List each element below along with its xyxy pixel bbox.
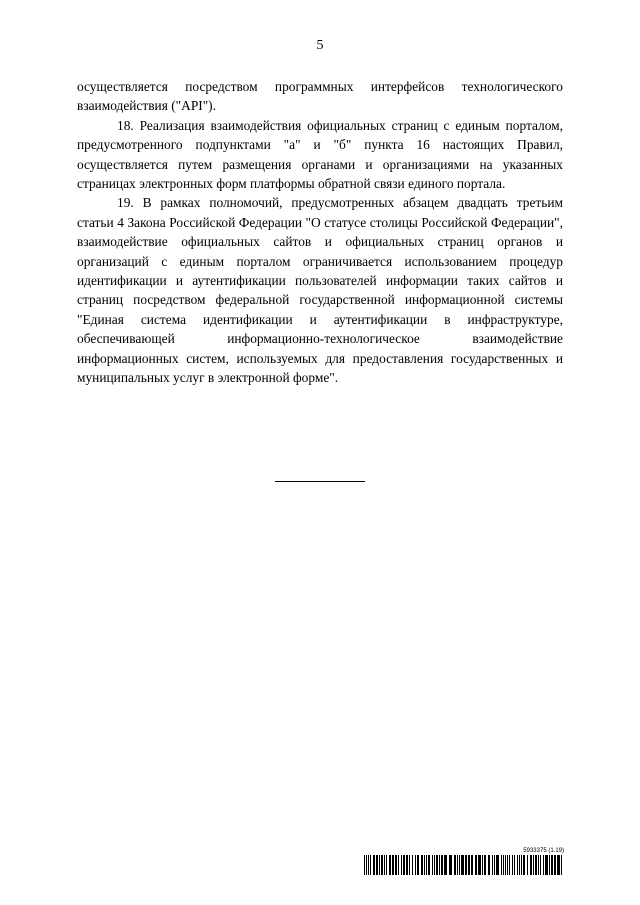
paragraph-19: 19. В рамках полномочий, предусмотренных абзацем двадцать третьим статьи 4 Закона Российской Федерации "О статусе столицы Российской Федерации", взаимодействие официальных сайтов и официальных страниц органов и организаций с единым порталом ограничивается использованием процедур идентификации и аутентификации пользователей информации таких сайтов и страниц посредством федеральной государственной информационной системы "Единая система идентификации и аутентификации в инфраструктуре, обеспечивающей информационно-технологическое взаимодействие информационных систем, используемых для предоставления государственных и муниципальных услуг в электронной форме". — [77, 195, 563, 386]
barcode-code: 5933375 (1.19) — [523, 848, 564, 854]
paragraph-continuation: осуществляется посредством программных интерфейсов технологического взаимодействия ("API"). — [77, 79, 563, 114]
end-separator-line — [275, 481, 365, 482]
barcode-icon — [364, 855, 564, 875]
page-number: 5 — [316, 38, 324, 53]
document-body — [77, 77, 563, 388]
paragraph-18: 18. Реализация взаимодействия официальных страниц с единым порталом, предусмотренного подпунктами "а" и "б" пункта 16 настоящих Правил, осуществляется путем размещения органами и организациями на указанных страницах электронных форм платформы обратной связи единого портала. — [77, 117, 563, 192]
